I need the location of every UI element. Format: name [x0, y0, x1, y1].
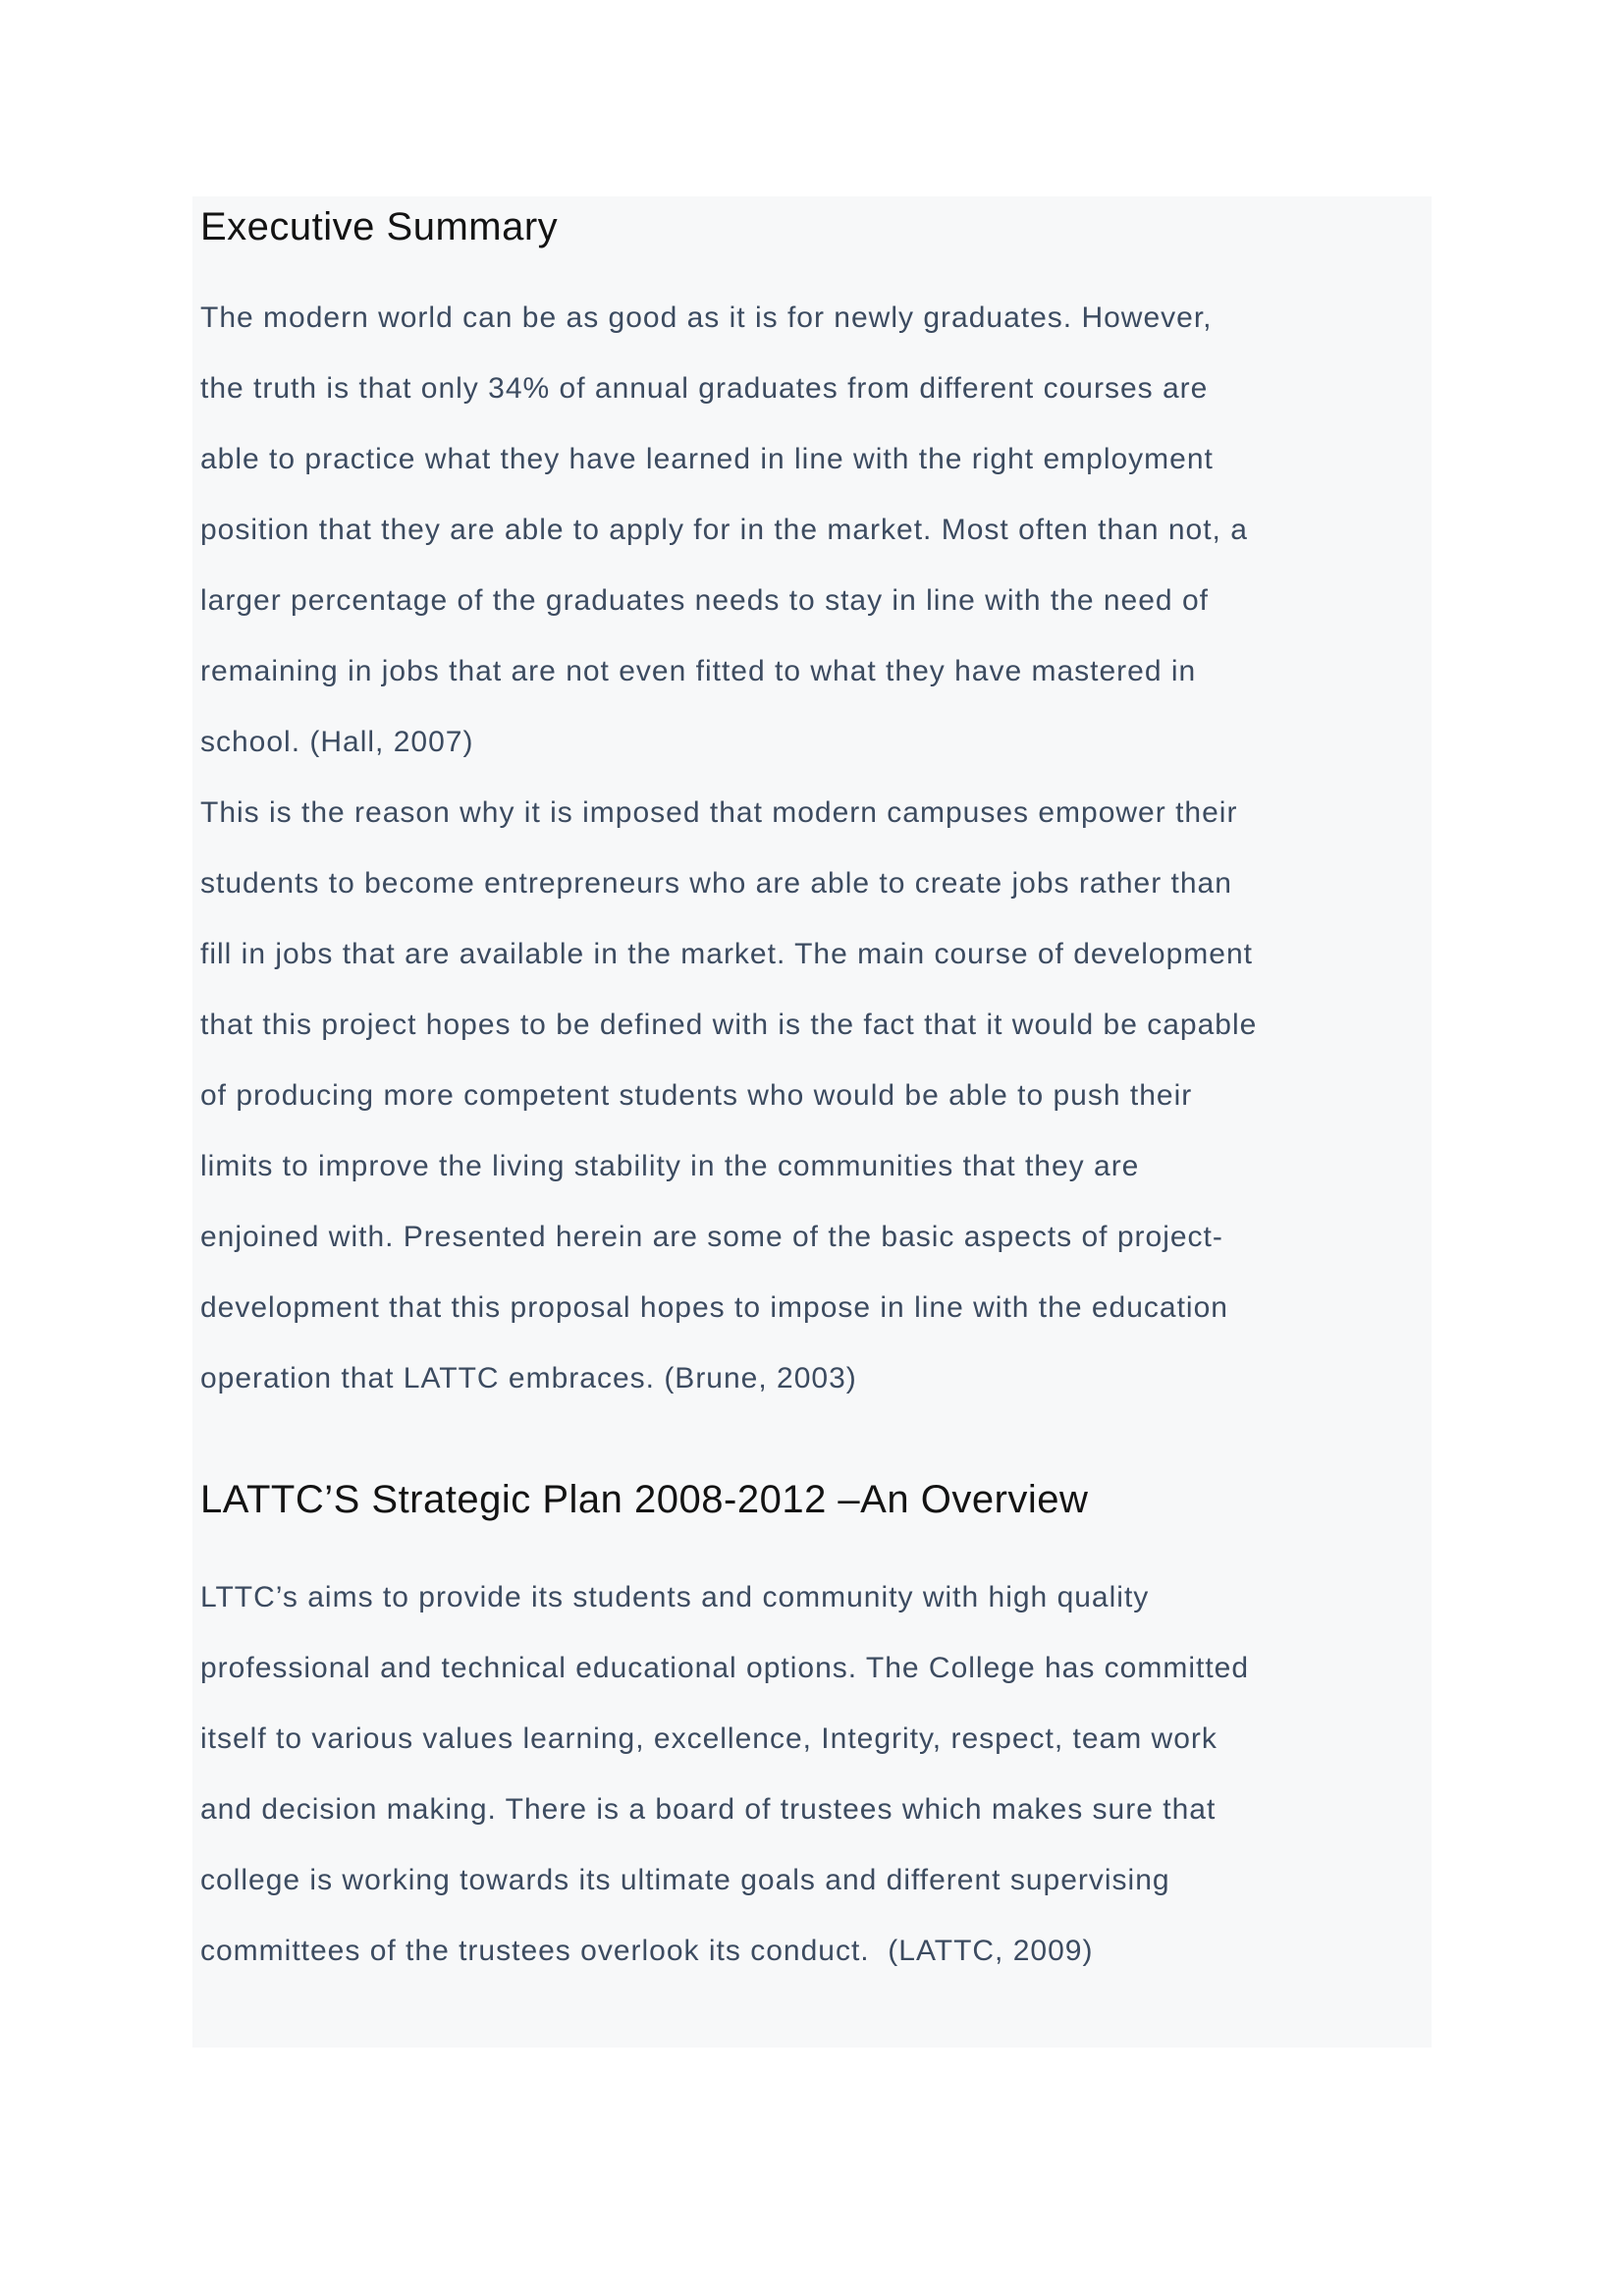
text-line: operation that LATTC embraces. (Brune, 2003)	[200, 1362, 857, 1394]
section-heading: LATTC’S Strategic Plan 2008-2012 –An Overview	[200, 1478, 1089, 1521]
text-line: fill in jobs that are available in the market. The main course of development	[200, 938, 1253, 970]
text-line: the truth is that only 34% of annual graduates from different courses are	[200, 372, 1209, 405]
text-line: students to become entrepreneurs who are able to create jobs rather than	[200, 867, 1232, 900]
paragraph	[200, 1562, 1424, 1987]
section-heading: Executive Summary	[200, 205, 559, 248]
text-line: college is working towards its ultimate goals and different supervising	[200, 1864, 1170, 1896]
text-line: This is the reason why it is imposed that modern campuses empower their	[200, 796, 1238, 829]
text-line: of producing more competent students who would be able to push their	[200, 1079, 1193, 1112]
text-line: itself to various values learning, excellence, Integrity, respect, team work	[200, 1722, 1218, 1755]
text-line: limits to improve the living stability in the communities that they are	[200, 1150, 1140, 1182]
text-line: committees of the trustees overlook its conduct. (LATTC, 2009)	[200, 1935, 1094, 1967]
document-panel	[192, 196, 1432, 2048]
text-line: professional and technical educational options. The College has committed	[200, 1652, 1250, 1684]
text-line: enjoined with. Presented herein are some of the basic aspects of project-	[200, 1221, 1223, 1253]
text-line: The modern world can be as good as it is for newly graduates. However,	[200, 301, 1213, 334]
text-line: and decision making. There is a board of trustees which makes sure that	[200, 1793, 1217, 1826]
paragraph	[200, 283, 1424, 778]
text-line: remaining in jobs that are not even fitted to what they have mastered in	[200, 655, 1197, 687]
text-line: development that this proposal hopes to impose in line with the education	[200, 1291, 1228, 1324]
paragraph	[200, 778, 1424, 1414]
text-line: that this project hopes to be defined with is the fact that it would be capable	[200, 1009, 1258, 1041]
text-line: school. (Hall, 2007)	[200, 726, 474, 758]
text-line: able to practice what they have learned in line with the right employment	[200, 443, 1214, 475]
text-line: larger percentage of the graduates needs to stay in line with the need of	[200, 584, 1209, 617]
text-line: position that they are able to apply for in the market. Most often than not, a	[200, 514, 1248, 546]
text-line: LTTC’s aims to provide its students and community with high quality	[200, 1581, 1150, 1613]
